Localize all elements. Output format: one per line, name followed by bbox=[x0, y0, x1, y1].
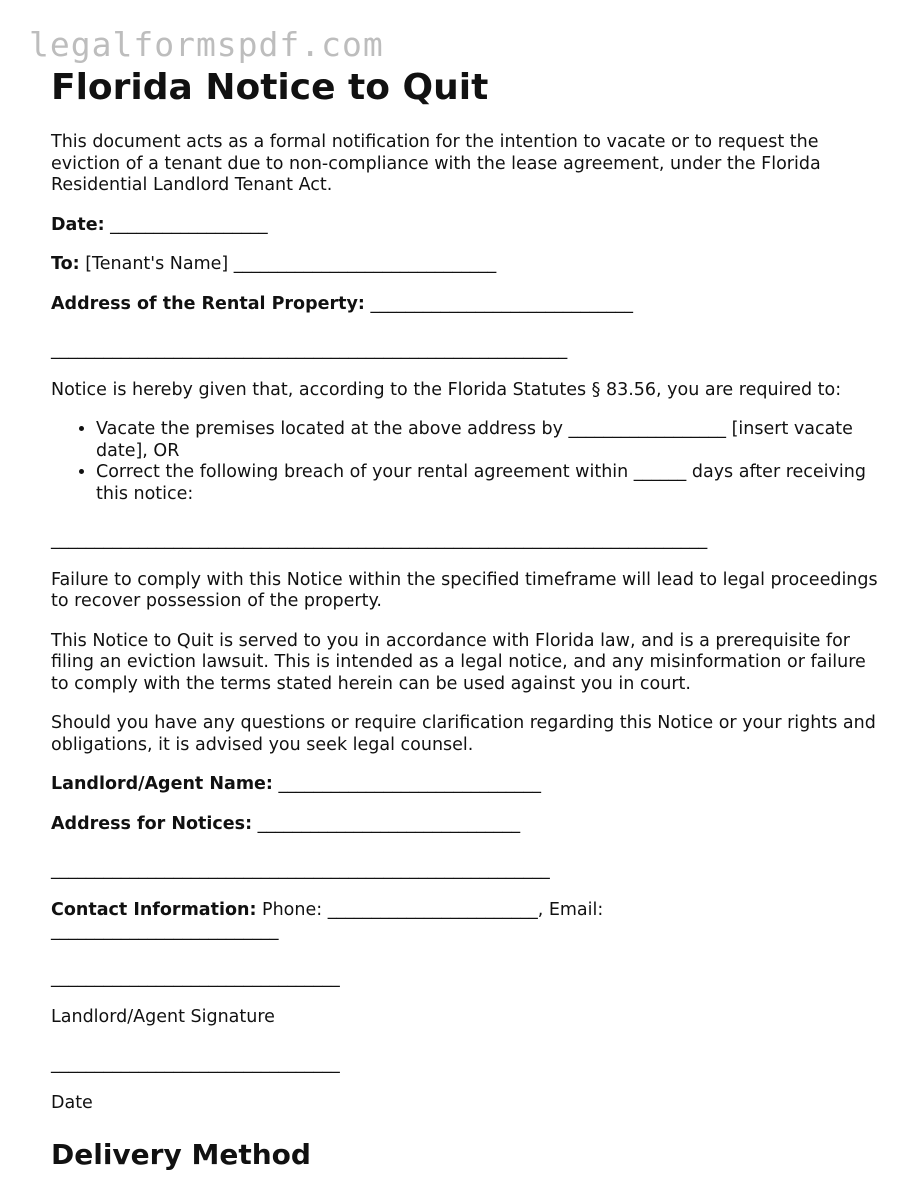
delivery-method-heading: Delivery Method bbox=[51, 1137, 311, 1171]
contact-blanks: Phone: ________________________, Email: bbox=[256, 899, 604, 920]
contact-email-blank: __________________________ bbox=[51, 921, 279, 941]
failure-paragraph: Failure to comply with this Notice within the specified timeframe will lead to legal proceedings to recover possession of the property. bbox=[51, 569, 878, 611]
rental-address-continuation: ___________________________________________________________ bbox=[51, 340, 568, 360]
tenant-field bbox=[51, 254, 881, 276]
signature-line: _________________________________ bbox=[51, 967, 340, 988]
notice-address-continuation: _________________________________________________________ bbox=[51, 860, 550, 880]
served-paragraph: This Notice to Quit is served to you in accordance with Florida law, and is a prerequisite for filing an eviction lawsuit. This is intended as a legal notice, and any misinformation or failure to comply with the terms stated herein can be used against you in court. bbox=[51, 630, 866, 694]
rental-address-blank: ______________________________ bbox=[364, 293, 633, 314]
list-item: • Correct the following breach of your rental agreement within ______ days after receiving this notice: bbox=[96, 462, 881, 505]
notice-address-label: Address for Notices: bbox=[51, 813, 253, 834]
tenant-name-blank: [Tenant's Name] ______________________________ bbox=[79, 254, 497, 274]
intro-paragraph: This document acts as a formal notification for the intention to vacate or to request the eviction of a tenant due to non-compliance with the lease agreement, under the Florida Residential Landlord Tenant Act. bbox=[51, 132, 821, 195]
contact-label: Contact Information: bbox=[51, 899, 257, 920]
landlord-name-field bbox=[51, 774, 881, 796]
list-item: • Vacate the premises located at the above address by __________________ [insert vacate date], OR bbox=[96, 419, 881, 462]
landlord-name-blank: ______________________________ bbox=[272, 774, 542, 794]
rental-address-field bbox=[51, 294, 881, 316]
notice-address-field bbox=[51, 814, 881, 836]
date-blank: __________________ bbox=[104, 214, 268, 235]
notice-intro: Notice is hereby given that, according to the Florida Statutes § 83.56, you are required to: bbox=[51, 379, 842, 400]
landlord-name-label: Landlord/Agent Name: bbox=[51, 774, 273, 794]
document-title: Florida Notice to Quit bbox=[51, 67, 489, 108]
requirements-list bbox=[51, 419, 881, 505]
questions-paragraph: Should you have any questions or require clarification regarding this Notice or your rights and obligations, it is advised you seek legal counsel. bbox=[51, 713, 876, 755]
to-label: To: bbox=[51, 254, 80, 274]
signature-label: Landlord/Agent Signature bbox=[51, 1007, 275, 1027]
signature-date-line: _________________________________ bbox=[51, 1053, 340, 1074]
document-body bbox=[51, 66, 881, 1172]
contact-field bbox=[51, 900, 881, 943]
notice-address-blank: ______________________________ bbox=[252, 813, 521, 834]
signature-date-label: Date bbox=[51, 1093, 93, 1113]
date-field bbox=[51, 215, 881, 237]
watermark: legalformspdf.com bbox=[29, 25, 384, 64]
date-label: Date: bbox=[51, 214, 105, 235]
breach-description-line: ___________________________________________________________________________ bbox=[51, 530, 708, 550]
rental-address-label: Address of the Rental Property: bbox=[51, 293, 365, 314]
